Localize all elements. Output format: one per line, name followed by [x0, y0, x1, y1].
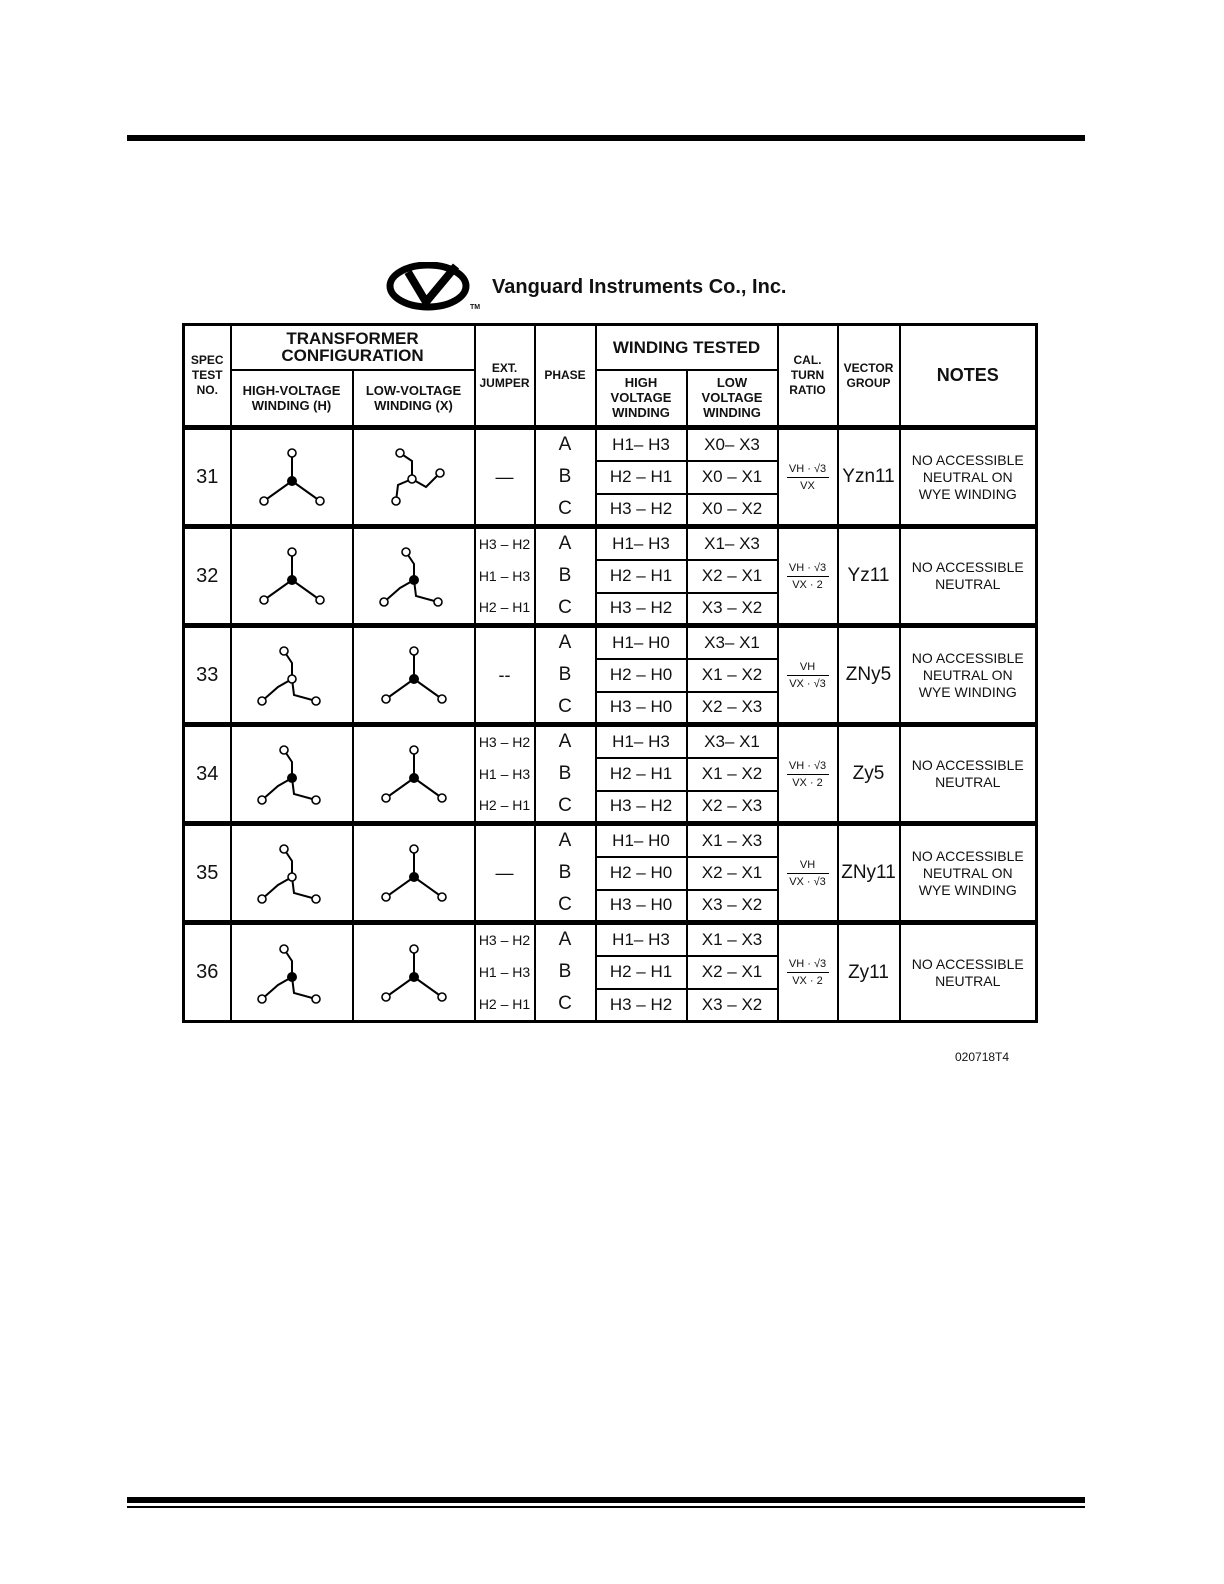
test-number: 36 — [184, 923, 231, 1022]
turn-ratio-formula — [778, 527, 838, 626]
phase-cell: C — [535, 890, 596, 923]
ext-jumper: -- — [475, 626, 535, 725]
turn-ratio-formula — [778, 923, 838, 1022]
hv-winding-pair: H1– H0 — [596, 626, 687, 659]
vector-group: Yz11 — [838, 527, 900, 626]
lv-winding-pair: X1 – X3 — [687, 923, 778, 956]
ratio-denominator: VX · 2 — [792, 975, 823, 987]
hv-winding-pair: H2 – H1 — [596, 956, 687, 989]
header-transformer-config: TRANSFORMER CONFIGURATION — [231, 325, 475, 370]
hv-winding-pair: H1– H3 — [596, 428, 687, 461]
vector-group: Zy11 — [838, 923, 900, 1022]
phase-cell: A — [535, 824, 596, 857]
header-notes: NOTES — [900, 325, 1037, 428]
notes-cell: NO ACCESSIBLE NEUTRAL ON WYE WINDING — [900, 428, 1037, 527]
phase-cell: C — [535, 989, 596, 1022]
notes-cell: NO ACCESSIBLE NEUTRAL ON WYE WINDING — [900, 626, 1037, 725]
lv-winding-pair: X3– X1 — [687, 725, 778, 758]
lv-winding-diagram — [353, 527, 475, 626]
ratio-numerator: VH · √3 — [788, 958, 827, 970]
phase-cell: B — [535, 461, 596, 494]
header-turn-ratio: CAL. TURN RATIO — [778, 325, 838, 428]
phase-cell: C — [535, 593, 596, 626]
turn-ratio-formula — [778, 725, 838, 824]
header-lv-tested: LOW VOLTAGE WINDING — [687, 370, 778, 428]
ratio-numerator: VH — [799, 660, 816, 673]
phase-cell: C — [535, 692, 596, 725]
test-number: 31 — [184, 428, 231, 527]
lv-winding-pair: X3 – X2 — [687, 890, 778, 923]
lv-winding-diagram — [353, 626, 475, 725]
phase-cell: A — [535, 725, 596, 758]
document-code: 020718T4 — [955, 1050, 1010, 1064]
turn-ratio-formula — [778, 428, 838, 527]
hv-winding-pair: H1– H3 — [596, 725, 687, 758]
turn-ratio-formula — [778, 824, 838, 923]
phase-cell: C — [535, 494, 596, 527]
lv-winding-diagram — [353, 725, 475, 824]
hv-winding-pair: H3 – H0 — [596, 692, 687, 725]
ratio-numerator: VH · √3 — [788, 759, 827, 772]
vector-group: Yzn11 — [838, 428, 900, 527]
notes-cell: NO ACCESSIBLE NEUTRAL — [900, 923, 1037, 1022]
phase-cell: A — [535, 428, 596, 461]
bottom-rule-thin — [127, 1506, 1085, 1508]
hv-winding-pair: H3 – H2 — [596, 593, 687, 626]
lv-winding-pair: X3 – X2 — [687, 989, 778, 1022]
phase-cell: B — [535, 560, 596, 593]
notes-cell: NO ACCESSIBLE NEUTRAL ON WYE WINDING — [900, 824, 1037, 923]
phase-cell: A — [535, 626, 596, 659]
header-phase: PHASE — [535, 325, 596, 428]
ratio-bar — [787, 675, 829, 676]
phase-cell: C — [535, 791, 596, 824]
test-number: 33 — [184, 626, 231, 725]
lv-winding-pair: X0 – X1 — [687, 461, 778, 494]
hv-winding-pair: H1– H0 — [596, 824, 687, 857]
hv-winding-pair: H3 – H2 — [596, 494, 687, 527]
ext-jumper: H1 – H3 — [475, 560, 535, 593]
header-winding-tested: WINDING TESTED — [596, 325, 778, 370]
hv-winding-diagram — [231, 626, 353, 725]
notes-cell: NO ACCESSIBLE NEUTRAL — [900, 527, 1037, 626]
ratio-bar — [787, 873, 829, 874]
lv-winding-diagram — [353, 824, 475, 923]
lv-winding-pair: X3 – X2 — [687, 593, 778, 626]
notes-cell: NO ACCESSIBLE NEUTRAL — [900, 725, 1037, 824]
ratio-bar — [787, 774, 829, 775]
phase-cell: B — [535, 857, 596, 890]
test-table — [182, 323, 1038, 1023]
hv-winding-diagram — [231, 824, 353, 923]
header-lv-winding: LOW-VOLTAGE WINDING (X) — [353, 370, 475, 428]
ext-jumper: H3 – H2 — [475, 527, 535, 560]
ratio-denominator: VX · 2 — [792, 578, 823, 591]
company-name: Vanguard Instruments Co., Inc. — [492, 276, 787, 298]
phase-cell: A — [535, 923, 596, 956]
test-number: 34 — [184, 725, 231, 824]
hv-winding-pair: H3 – H0 — [596, 890, 687, 923]
header-ext-jumper: EXT. JUMPER — [475, 325, 535, 428]
hv-winding-diagram — [231, 725, 353, 824]
lv-winding-pair: X3– X1 — [687, 626, 778, 659]
hv-winding-diagram — [231, 923, 353, 1022]
hv-winding-diagram — [231, 428, 353, 527]
ext-jumper: H1 – H3 — [475, 956, 535, 989]
ratio-bar — [787, 972, 829, 973]
top-rule-thick — [127, 135, 1085, 141]
table-body — [184, 428, 1037, 1022]
ratio-denominator: VX · √3 — [789, 677, 826, 690]
vector-group: ZNy11 — [838, 824, 900, 923]
ext-jumper: H3 – H2 — [475, 923, 535, 956]
header-hv-winding: HIGH-VOLTAGE WINDING (H) — [231, 370, 353, 428]
hv-winding-pair: H2 – H1 — [596, 461, 687, 494]
hv-winding-pair: H3 – H2 — [596, 791, 687, 824]
lv-winding-pair: X0– X3 — [687, 428, 778, 461]
lv-winding-pair: X1 – X2 — [687, 659, 778, 692]
ratio-denominator: VX · 2 — [792, 776, 823, 789]
hv-winding-diagram — [231, 527, 353, 626]
lv-winding-pair: X1– X3 — [687, 527, 778, 560]
phase-cell: A — [535, 527, 596, 560]
lv-winding-pair: X1 – X3 — [687, 824, 778, 857]
lv-winding-diagram — [353, 923, 475, 1022]
hv-winding-pair: H2 – H1 — [596, 560, 687, 593]
lv-winding-pair: X2 – X1 — [687, 956, 778, 989]
header-spec-test: SPEC TEST NO. — [184, 325, 231, 428]
ext-jumper: — — [475, 824, 535, 923]
ext-jumper: H3 – H2 — [475, 725, 535, 758]
lv-winding-pair: X2 – X1 — [687, 857, 778, 890]
lv-winding-pair: X1 – X2 — [687, 758, 778, 791]
ext-jumper: H2 – H1 — [475, 989, 535, 1022]
ratio-bar — [787, 576, 829, 577]
ext-jumper: H2 – H1 — [475, 593, 535, 626]
hv-winding-pair: H2 – H0 — [596, 857, 687, 890]
company-logo — [386, 262, 846, 314]
ext-jumper: H2 – H1 — [475, 791, 535, 824]
lv-winding-pair: X0 – X2 — [687, 494, 778, 527]
lv-winding-pair: X2 – X1 — [687, 560, 778, 593]
phase-cell: B — [535, 956, 596, 989]
hv-winding-pair: H3 – H2 — [596, 989, 687, 1022]
ext-jumper: H1 – H3 — [475, 758, 535, 791]
ratio-denominator: VX · √3 — [789, 875, 826, 888]
lv-winding-pair: X2 – X3 — [687, 791, 778, 824]
hv-winding-pair: H1– H3 — [596, 527, 687, 560]
lv-winding-diagram — [353, 428, 475, 527]
test-number: 32 — [184, 527, 231, 626]
header-hv-tested: HIGH VOLTAGE WINDING — [596, 370, 687, 428]
ratio-bar — [787, 477, 829, 478]
hv-winding-pair: H2 – H1 — [596, 758, 687, 791]
trademark: TM — [470, 304, 481, 311]
vector-group: ZNy5 — [838, 626, 900, 725]
vector-group: Zy5 — [838, 725, 900, 824]
ratio-denominator: VX — [800, 479, 815, 492]
ratio-numerator: VH · √3 — [788, 561, 827, 574]
hv-winding-pair: H1– H3 — [596, 923, 687, 956]
ratio-numerator: VH · √3 — [788, 462, 827, 475]
ratio-numerator: VH — [799, 858, 816, 871]
turn-ratio-formula — [778, 626, 838, 725]
phase-cell: B — [535, 659, 596, 692]
test-number: 35 — [184, 824, 231, 923]
phase-cell: B — [535, 758, 596, 791]
bottom-rule-thick — [127, 1497, 1085, 1503]
ext-jumper: — — [475, 428, 535, 527]
lv-winding-pair: X2 – X3 — [687, 692, 778, 725]
hv-winding-pair: H2 – H0 — [596, 659, 687, 692]
header-vector-group: VECTOR GROUP — [838, 325, 900, 428]
